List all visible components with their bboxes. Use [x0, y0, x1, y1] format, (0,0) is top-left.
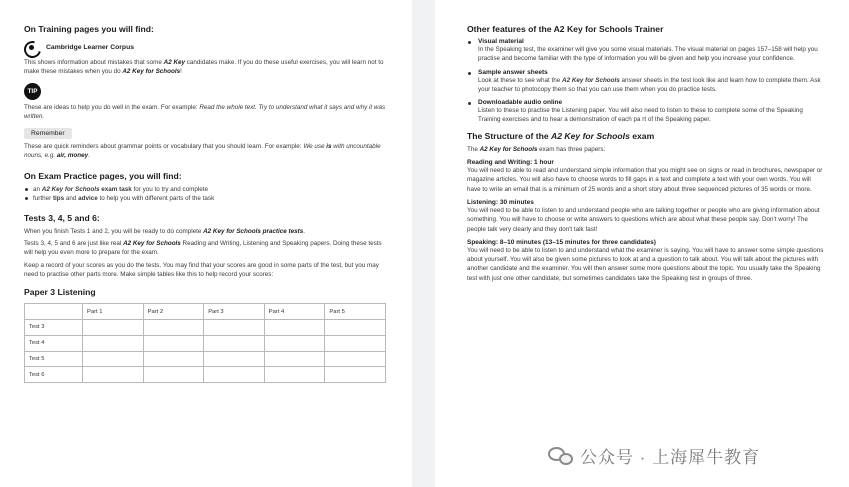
watermark: [548, 443, 760, 468]
tests-para-2: Tests 3, 4, 5 and 6 are just like real A2 Key for Schools Reading and Writing, Listening and Speaking papers. Doing these tests will help you even more to prepare for the exam.: [24, 240, 382, 257]
remember-badge: Remember: [24, 128, 72, 139]
list-item: further tips and advice to help you with different parts of the task: [24, 194, 390, 203]
tip-text: These are ideas to help you do well in the exam. For example: Read the whole text. Try to understand what it says and why it was written.: [24, 103, 386, 120]
tests-para-1: When you finish Tests 1 and 2, you will be ready to do complete A2 Key for Schools practice tests.: [24, 227, 305, 235]
practice-heading: On Exam Practice pages, you will find:: [24, 170, 182, 181]
table-header-cell: [25, 304, 83, 320]
right-page: [435, 0, 849, 487]
list-item: [467, 38, 825, 64]
table-row: [25, 320, 386, 336]
table-header-cell: Part 3: [204, 304, 265, 320]
other-features-heading: Other features of the A2 Key for Schools Trainer: [467, 24, 664, 34]
feature-text: Listen to these to practise the Listening paper. You will also need to listen to these to complete some of the Speaking Training exercises and to hear a demonstration of each pa rt of the Speaking paper.: [478, 107, 803, 124]
wechat-icon: [548, 445, 574, 466]
table-header-row: [25, 304, 386, 320]
row-label: Test 3: [25, 320, 83, 336]
watermark-text: 公众号 · 上海犀牛教育: [580, 448, 761, 467]
table-header-cell: Part 1: [83, 304, 144, 320]
corpus-row: [24, 40, 390, 55]
training-heading: On Training pages you will find:: [24, 24, 154, 34]
reading-writing-text: You will need to able to read and understand simple information that you might see on signs or read in brochures, newspaper or magazine articles. You will also have to choose words to fill gaps in a text and complete a text with your own words. You will have to write an email that is a minimum of 25 words and a short story about three sequenced pictures of 35 words or more.: [467, 167, 823, 193]
feature-title: Sample answer sheets: [478, 68, 548, 76]
row-label: Test 5: [25, 351, 83, 367]
list-item: [467, 69, 825, 95]
features-list: [467, 38, 825, 125]
feature-title: Downloadable audio online: [478, 99, 563, 107]
structure-heading: The Structure of the A2 Key for Schools exam: [467, 130, 655, 141]
paper3-heading: Paper 3 Listening: [24, 287, 96, 298]
listening-text: You will need to be able to listen to and understand people who are talking together or people who are giving information about something. You will have to choose or write answers to questions which are about what these people say. Don't worry! The people talk very clearly and they don't talk fast!: [467, 206, 820, 233]
speaking-title: Speaking: 8–10 minutes (13–15 minutes for three candidates): [467, 238, 656, 246]
score-table: [24, 303, 386, 383]
row-label: Test 4: [25, 335, 83, 351]
list-item: [467, 99, 825, 125]
feature-title: Visual material: [478, 38, 524, 45]
corpus-label: Cambridge Learner Corpus: [46, 44, 135, 51]
remember-text: These are quick reminders about grammar points or vocabulary that you should learn. For example: We use is with uncountable nouns, e.g. air, money.: [24, 143, 381, 160]
feature-text: Look at these to see what the A2 Key for Schools answer sheets in the test look like and learn how to complete them. Ask your teacher to photocopy them so that you can use them when you do practice tests.: [478, 76, 821, 93]
table-row: [25, 335, 386, 351]
structure-intro: The A2 Key for Schools exam has three papers:: [467, 145, 606, 153]
left-page: [0, 0, 412, 487]
table-row: [25, 367, 386, 383]
tests-heading: Tests 3, 4, 5 and 6:: [24, 212, 100, 223]
table-row: [25, 351, 386, 367]
corpus-text: This shows information about mistakes that some A2 Key candidates make. If you do these useful exercises, you will learn not to make these mistakes when you do A2 Key for Schools!: [24, 59, 384, 76]
speaking-text: You will need to be able to listen to and understand what the examiner is saying. You will have to answer some simple questions about yourself. You will also be given some pictures to look at and a question to talk about. You will talk about the pictures with another candidate and the examiner. You will then answer some more questions about the topic. You usually take the Speaking test with just one other candidate, but sometimes candidates take the Speaking test in groups of three.: [467, 246, 824, 282]
corpus-icon: [24, 40, 39, 55]
row-label: Test 6: [25, 367, 83, 383]
reading-writing-title: Reading and Writing: 1 hour: [467, 159, 554, 167]
table-header-cell: Part 2: [143, 304, 204, 320]
listening-title: Listening: 30 minutes: [467, 198, 534, 206]
practice-list: [24, 185, 390, 203]
table-header-cell: Part 5: [325, 304, 386, 320]
tests-para-3: Keep a record of your scores as you do the tests. You may find that your scores are good in some parts of the test, but you may need to practise other parts more. Make simple tables like this to help record your scores:: [24, 261, 379, 278]
list-item: an A2 Key for Schools exam task for you to try and complete: [24, 185, 390, 194]
feature-text: In the Speaking test, the examiner will give you some visual materials. The visual material on pages 157–158 will help you practise and become familiar with the type of information you will be given and help you increase your confidence.: [478, 46, 818, 63]
tip-badge: TIP: [24, 83, 41, 100]
table-header-cell: Part 4: [264, 304, 325, 320]
